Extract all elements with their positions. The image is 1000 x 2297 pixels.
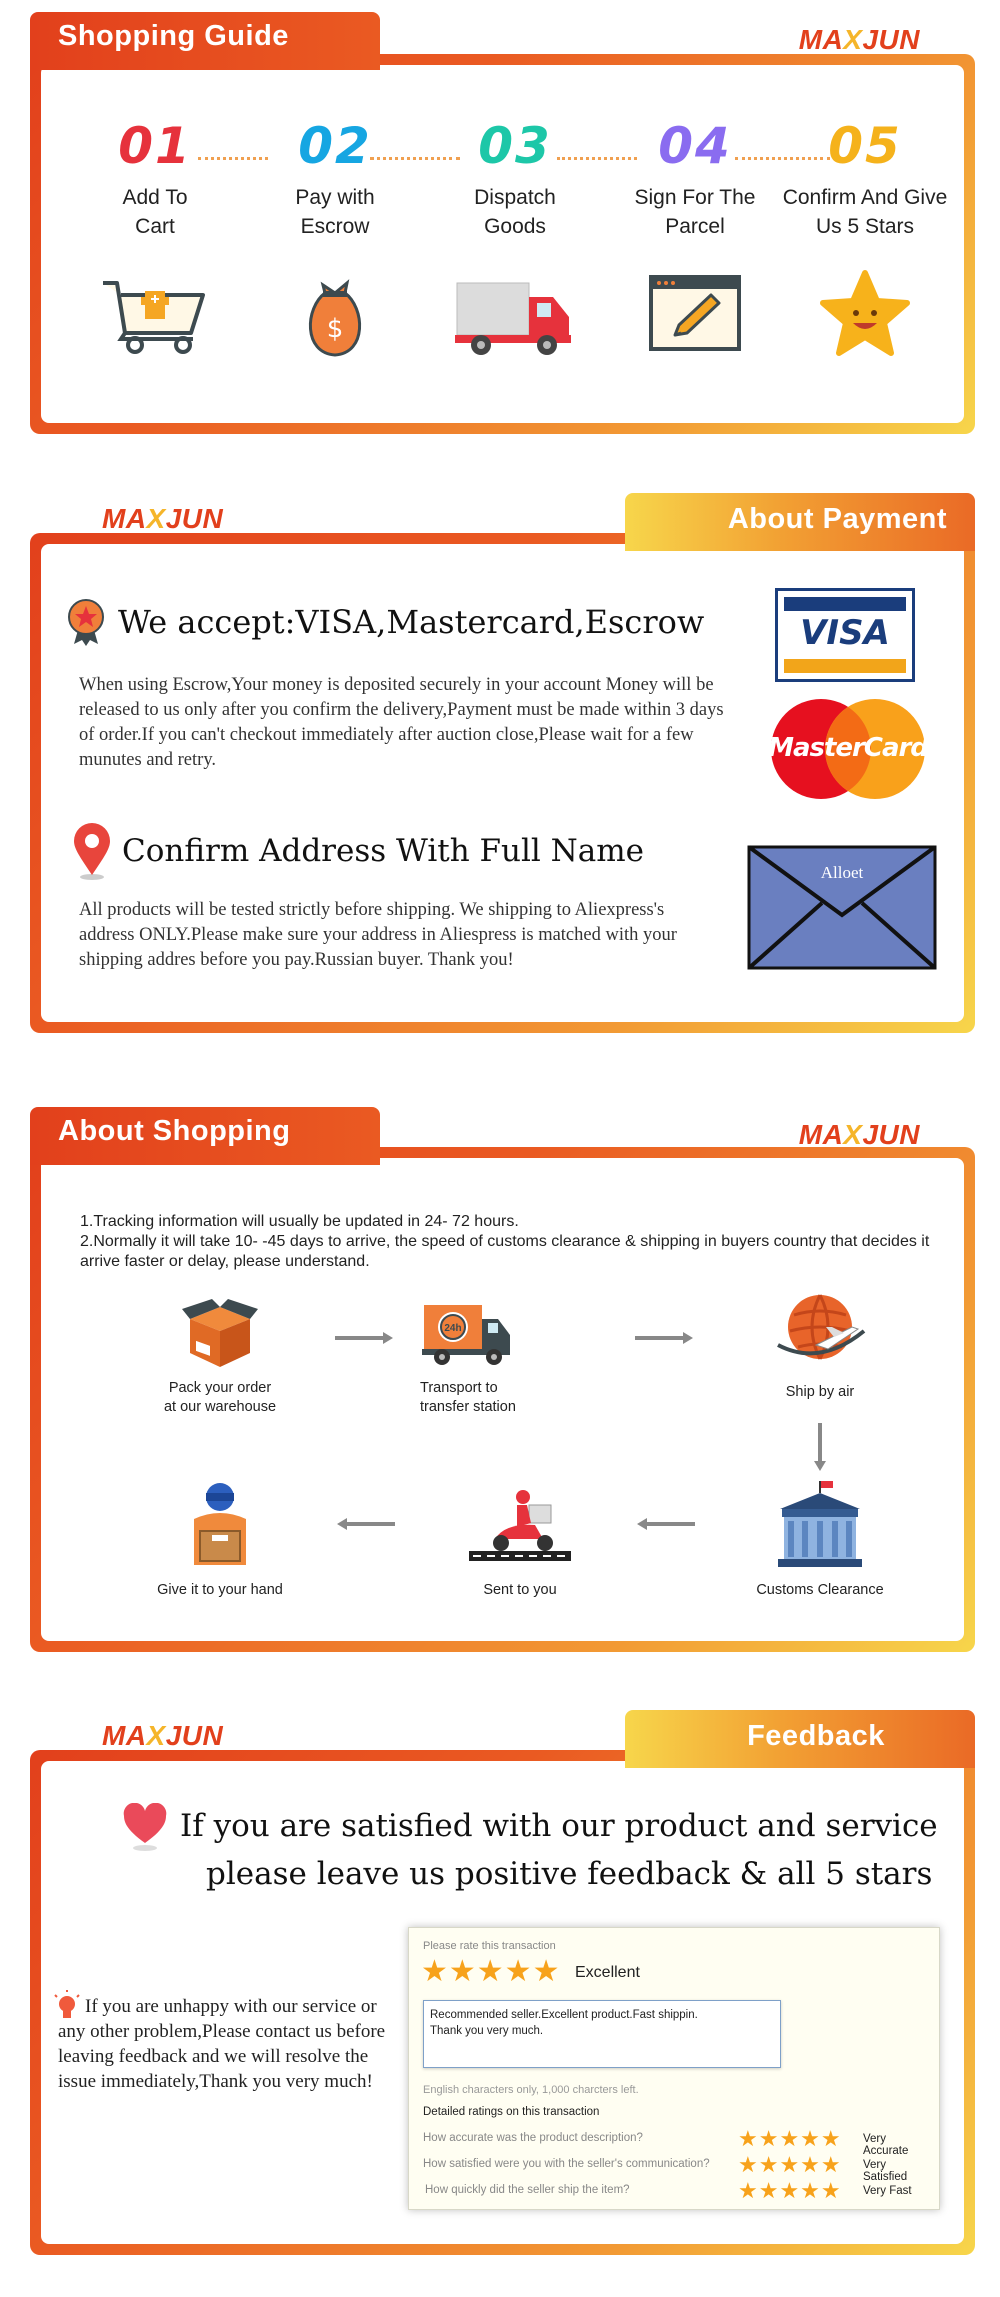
char-note: English characters only, 1,000 charcters left. [423,2084,639,2096]
feedback-title: Feedback [625,1710,975,1768]
flow-label: Customs Clearance [756,1582,884,1598]
flow-label: transfer station [420,1399,516,1415]
feedback-screenshot-card [408,1927,940,2210]
unhappy-contact-text: If you are unhappy with our service or any other problem,Please contact us before leaving feedback and we will resolve the issue immediately,Thank you very much! [58,1996,386,2092]
flow-step-sent [430,1479,610,1600]
envelope-icon: Alloet [747,845,937,970]
guide-step-2 [250,117,420,363]
shopping-guide-title: Shopping Guide [30,12,380,70]
shopping-guide-section [30,12,975,434]
step-number: 02 [298,117,372,175]
right-arrow-icon [635,1331,695,1350]
brand-logo: MAXJUN [798,1119,920,1150]
about-shopping-section [30,1107,975,1652]
guide-steps [70,117,948,437]
truck-24h-icon: 24h [422,1297,512,1369]
box-icon [130,1297,310,1369]
payment-section [30,493,975,1033]
comment-box: Recommended seller.Excellent product.Fast shippin. Thank you very much. [423,2000,781,2068]
flow-step-air [730,1287,910,1402]
detail-heading: Detailed ratings on this transaction [423,2106,600,2118]
smiling-star-icon [805,263,925,363]
feedback-line-2: please leave us positive feedback & all 5 stars [206,1856,933,1892]
flow-label: Sent to you [483,1582,557,1598]
about-shopping-title: About Shopping [30,1107,380,1165]
scooter-courier-icon [430,1479,610,1571]
sign-pencil-icon [635,263,755,363]
customs-building-icon [730,1479,910,1571]
courier-box-icon [130,1479,310,1571]
medal-icon [66,598,106,651]
step-label: Confirm And Give Us 5 Stars [782,186,948,238]
address-text: All products will be tested strictly before shipping. We shipping to Aliexpress's address ONLY.Please make sure your address in Aliespress is matched with your shipping addres before you pay.Russian buyer. Thank you! [79,900,677,970]
brand-logo: MAXJUN [102,1720,224,1751]
rating-stars: ★★★★★ [421,1955,561,1988]
step-number: 05 [828,117,902,175]
rating-row: How accurate was the product description? ★★★★★ Very Accurate [423,2126,909,2157]
address-heading: Confirm Address With Full Name [122,833,645,869]
flow-step-customs [730,1479,910,1600]
left-arrow-icon [635,1517,695,1536]
step-label: Add To Cart [122,186,188,238]
step-number: 01 [118,117,192,175]
flow-label: Give it to your hand [157,1582,283,1598]
location-pin-icon [72,823,112,886]
guide-step-5 [780,117,950,363]
svg-text:$: $ [326,314,344,344]
left-arrow-icon [335,1517,395,1536]
flow-step-pack [130,1297,310,1417]
step-label: Pay with Escrow [295,186,375,238]
feedback-section [30,1710,975,2255]
truck-icon [455,263,575,363]
flow-label: Ship by air [785,1384,855,1400]
flow-label: at our warehouse [163,1399,277,1415]
mastercard-logo: MasterCard [763,697,933,801]
step-number: 03 [478,117,552,175]
payment-title: About Payment [625,493,975,551]
shipping-notes [80,1212,930,1272]
guide-step-3 [430,117,600,363]
accept-heading: We accept:VISA,Mastercard,Escrow [118,603,705,641]
right-arrow-icon [335,1331,395,1350]
rating-row: How satisfied were you with the seller's communication? ★★★★★ Very Satisfied [423,2152,908,2183]
rating-row: How quickly did the seller ship the item? ★★★★★ Very Fast [425,2178,912,2203]
flow-label: Transport to [420,1380,498,1396]
brand-logo: MAXJUN [102,503,224,534]
brand-logo: MAXJUN [798,24,920,55]
step-label: Sign For The Parcel [634,186,756,238]
visa-card-logo: VISA [775,588,915,682]
step-number: 04 [658,117,732,175]
rating-label: Excellent [575,1964,640,1981]
globe-plane-icon [730,1287,910,1373]
rate-prompt: Please rate this transaction [423,1940,556,1952]
accept-text: When using Escrow,Your money is deposited securely in your account Money will be released to us only after you confirm the delivery,Payment must be made within 3 days of order.If you can't checkout immediately after auction close,Please wait for a few munutes and retry. [79,675,724,770]
note-delivery-time: 2.Normally it will take 10- -45 days to arrive, the speed of customs clearance & shipping in buyers country that decides it arrive faster or delay, please understand. [80,1233,930,1270]
heart-icon [122,1803,168,1856]
flow-step-hand [130,1479,310,1600]
cart-icon [95,263,215,363]
flow-label: Pack your order [168,1380,272,1396]
down-arrow-icon [813,1423,827,1478]
guide-step-1 [70,117,240,363]
note-tracking: 1.Tracking information will usually be updated in 24- 72 hours. [80,1213,519,1230]
guide-step-4 [610,117,780,363]
feedback-line-1: If you are satisfied with our product and service [180,1808,938,1844]
flow-step-transport [420,1297,600,1417]
step-label: Dispatch Goods [474,186,556,238]
money-bag-icon [275,263,395,363]
